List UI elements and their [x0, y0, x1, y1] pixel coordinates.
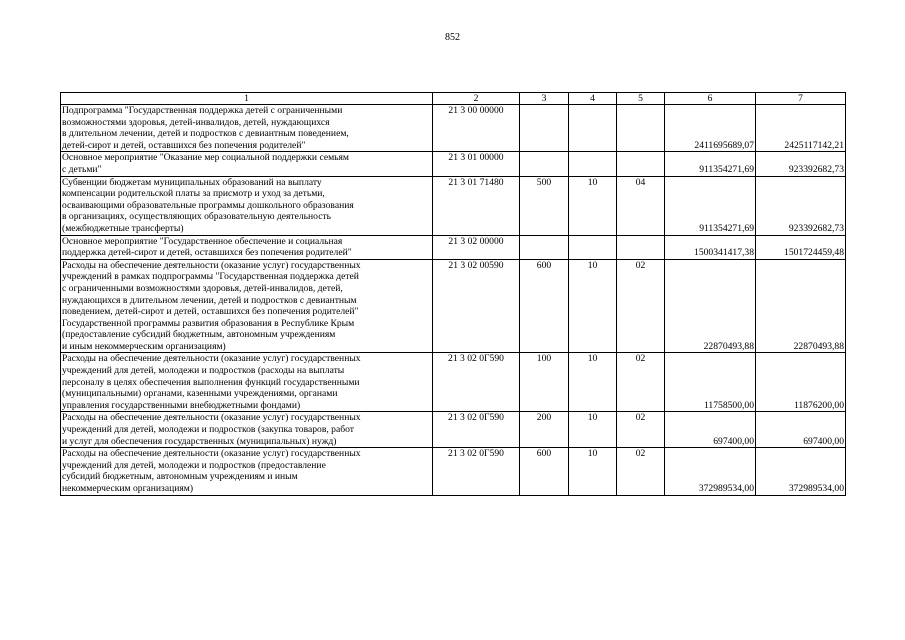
column-header-5: 5	[617, 93, 665, 105]
row-section-cell	[569, 235, 617, 259]
row-subsection-cell: 02	[617, 448, 665, 495]
row-expense-type-cell: 600	[520, 259, 569, 353]
row-expense-type-cell: 500	[520, 176, 569, 235]
row-section-cell	[569, 105, 617, 152]
row-amount-col7-cell: 923392682,73	[756, 176, 846, 235]
table-row	[61, 235, 846, 259]
row-code-cell: 21 3 00 00000	[433, 105, 520, 152]
table-row	[61, 259, 846, 353]
row-subsection-cell	[617, 152, 665, 176]
row-code-cell: 21 3 02 00590	[433, 259, 520, 353]
row-subsection-cell: 04	[617, 176, 665, 235]
row-amount-col6-cell: 1500341417,38	[665, 235, 756, 259]
row-code-cell: 21 3 02 0Г590	[433, 412, 520, 448]
table-row	[61, 448, 846, 495]
budget-table	[60, 92, 846, 496]
row-amount-col7-cell: 22870493,88	[756, 259, 846, 353]
row-code-cell: 21 3 02 0Г590	[433, 353, 520, 412]
row-expense-type-cell	[520, 152, 569, 176]
table-row	[61, 176, 846, 235]
row-code-cell: 21 3 01 00000	[433, 152, 520, 176]
row-amount-col6-cell: 22870493,88	[665, 259, 756, 353]
row-expense-type-cell	[520, 105, 569, 152]
row-name-cell: Расходы на обеспечение деятельности (оказание услуг) государственных учреждений для детей, молодежи и подростков (закупка товаров, работ и услуг для обеспечения государственных (муниципальных) нужд)	[61, 412, 433, 448]
row-amount-col6-cell: 2411695689,07	[665, 105, 756, 152]
row-code-cell: 21 3 02 0Г590	[433, 448, 520, 495]
table-row	[61, 152, 846, 176]
row-subsection-cell: 02	[617, 353, 665, 412]
row-name-cell: Подпрограмма "Государственная поддержка детей с ограниченными возможностями здоровья, детей-инвалидов, детей, нуждающихся в длительном лечении, детей и подростков с девиантным поведением, детей-сирот и детей, оставшихся без попечения родителей"	[61, 105, 433, 152]
column-header-2: 2	[433, 93, 520, 105]
row-amount-col6-cell: 11758500,00	[665, 353, 756, 412]
row-code-cell: 21 3 01 71480	[433, 176, 520, 235]
row-name-cell: Основное мероприятие "Государственное обеспечение и социальная поддержка детей-сирот и детей, оставшихся без попечения родителей"	[61, 235, 433, 259]
row-section-cell	[569, 152, 617, 176]
row-amount-col7-cell: 2425117142,21	[756, 105, 846, 152]
row-amount-col7-cell: 11876200,00	[756, 353, 846, 412]
row-amount-col7-cell: 697400,00	[756, 412, 846, 448]
row-amount-col7-cell: 372989534,00	[756, 448, 846, 495]
row-amount-col6-cell: 372989534,00	[665, 448, 756, 495]
table-row	[61, 105, 846, 152]
header-row	[61, 93, 846, 105]
column-header-6: 6	[665, 93, 756, 105]
row-name-cell: Расходы на обеспечение деятельности (оказание услуг) государственных учреждений в рамках подпрограммы "Государственная поддержка детей с ограниченными возможностями здоровья, детей-инвалидов, детей, нуждающихся в длительном лечении, детей и подростков с девиантным поведением, детей-сирот и детей, оставшихся без попечения родителей" Государственной программы развития образования в Республике Крым (предоставление субсидий бюджетным, автономным учреждениям и иным некоммерческим организациям)	[61, 259, 433, 353]
row-name-cell: Субвенции бюджетам муниципальных образований на выплату компенсации родительской платы за присмотр и уход за детьми, осваивающими образовательные программы дошкольного образования в организациях, осуществляющих образовательную деятельность (межбюджетные трансферты)	[61, 176, 433, 235]
column-header-4: 4	[569, 93, 617, 105]
row-expense-type-cell: 100	[520, 353, 569, 412]
row-expense-type-cell: 600	[520, 448, 569, 495]
row-name-cell: Расходы на обеспечение деятельности (оказание услуг) государственных учреждений для детей, молодежи и подростков (предоставление субсидий бюджетным, автономным учреждениям и иным некоммерческим организациям)	[61, 448, 433, 495]
row-section-cell: 10	[569, 176, 617, 235]
row-section-cell: 10	[569, 259, 617, 353]
row-name-cell: Основное мероприятие "Оказание мер социальной поддержки семьям с детьми"	[61, 152, 433, 176]
table-row	[61, 353, 846, 412]
row-expense-type-cell: 200	[520, 412, 569, 448]
row-section-cell: 10	[569, 448, 617, 495]
row-code-cell: 21 3 02 00000	[433, 235, 520, 259]
page-number: 852	[445, 32, 460, 43]
table-row	[61, 412, 846, 448]
row-name-cell: Расходы на обеспечение деятельности (оказание услуг) государственных учреждений для детей, молодежи и подростков (расходы на выплаты персоналу в целях обеспечения выполнения функций государственными (муниципальными) органами, казенными учреждениями, органами управления государственными внебюджетными фондами)	[61, 353, 433, 412]
column-header-7: 7	[756, 93, 846, 105]
row-amount-col6-cell: 911354271,69	[665, 176, 756, 235]
row-section-cell: 10	[569, 353, 617, 412]
column-header-1: 1	[61, 93, 433, 105]
row-subsection-cell	[617, 235, 665, 259]
row-subsection-cell	[617, 105, 665, 152]
row-amount-col6-cell: 911354271,69	[665, 152, 756, 176]
row-amount-col7-cell: 1501724459,48	[756, 235, 846, 259]
row-subsection-cell: 02	[617, 412, 665, 448]
row-section-cell: 10	[569, 412, 617, 448]
row-expense-type-cell	[520, 235, 569, 259]
row-amount-col7-cell: 923392682,73	[756, 152, 846, 176]
column-header-3: 3	[520, 93, 569, 105]
row-amount-col6-cell: 697400,00	[665, 412, 756, 448]
row-subsection-cell: 02	[617, 259, 665, 353]
